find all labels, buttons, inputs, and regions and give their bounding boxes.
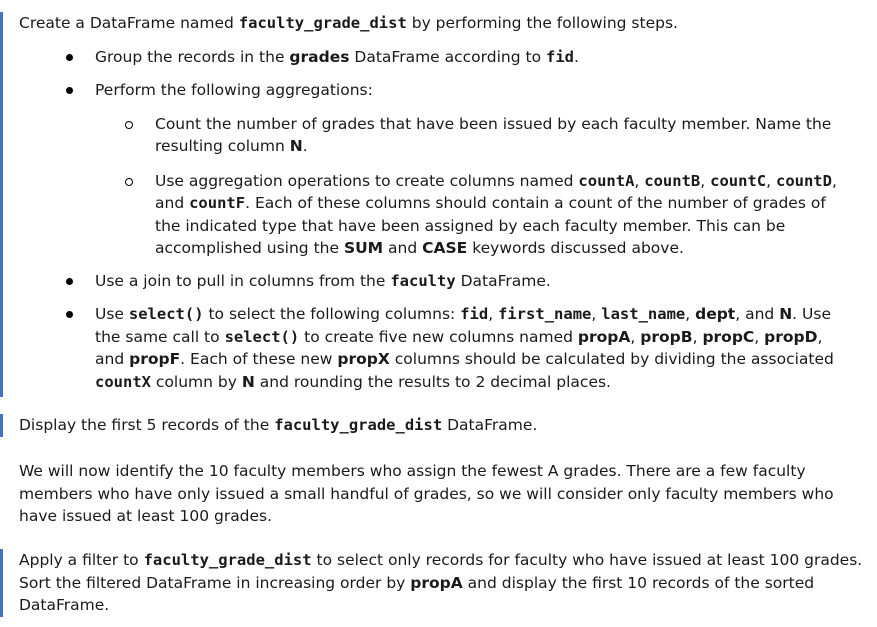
display-text: Display the first 5 records of the faculty_grade_dist DataFrame. [19,416,538,434]
list-item: Use select() to select the following columns: fid, first_name, last_name, dept, and N. Use the same call to select() to create five new columns named propA, propB, propC, propD, and propF. Each of these new propX columns should be calculated by dividing the associated countX column by N and rounding the results to 2 decimal places. [3,303,835,393]
list-item: Count the number of grades that have been issued by each faculty member. Name the resulting column N. [3,113,855,158]
explanation-paragraph: We will now identify the 10 faculty members who assign the fewest A grades. There are a few faculty members who have only issued a small handful of grades, so we will consider only faculty members who have issued at least 100 grades. [19,462,834,525]
explanation-block [0,460,860,528]
list-item: Use a join to pull in columns from the faculty DataFrame. [3,270,863,293]
intro-text: Create a DataFrame named faculty_grade_dist by performing the following steps. [19,14,678,32]
instruction-block-1 [0,12,863,397]
code-faculty-grade-dist: faculty_grade_dist [238,14,407,32]
list-item: Perform the following aggregations: Count the number of grades that have been issued by each faculty member. Name the resulting column N. Use aggregation operations to create columns named countA, countB, countC, countD, and countF. Each of these columns should contain a count of the number of grades of the indicated type that have been assigned by each faculty member. This can be accomplished using the SUM and CASE keywords discussed above. [3,79,863,260]
sub-step-list [3,113,863,260]
instruction-block-3 [0,549,863,617]
list-item: Group the records in the grades DataFrame according to fid. [3,46,863,69]
instruction-block-2 [0,414,863,437]
filter-text: Apply a filter to faculty_grade_dist to select only records for faculty who have issued at least 100 grades. Sort the filtered DataFrame in increasing order by propA and display the first 10 records of the sorted DataFrame. [19,551,863,614]
step-list [3,46,863,394]
list-item: Use aggregation operations to create columns named countA, countB, countC, countD, and countF. Each of these columns should contain a count of the number of grades of the indicated type that have been assigned by each faculty member. This can be accomplished using the SUM and CASE keywords discussed above. [3,170,855,260]
